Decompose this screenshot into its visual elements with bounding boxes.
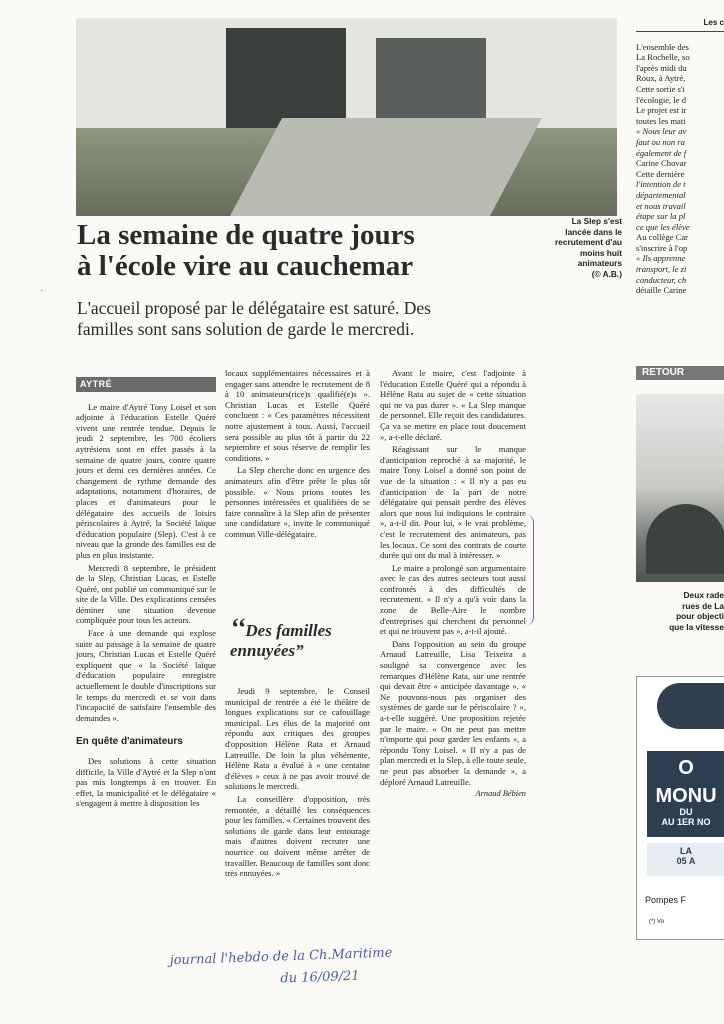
paragraph: Réagissant sur le manque d'anticipation reproché à sa majorité, le maire Tony Loisel a donné son point de vue de la situation : « Il n'y a pas eu d'anticipation de la part de notre délégataire qui pensait perdre des élèves alors que nous lui indiquions le contraire », a-t-il dit. Pour lui, « le vrai problème, c'est le recrutement des animateurs, pas les locaux. Ce sont des contrats de courte durée qui ont du mal à intéresser. »: [380, 444, 526, 561]
paragraph: La Slep cherche donc en urgence des animateurs afin d'être prête le plus tôt possible. « Nous prions toutes les personnes intéressées et qualifiées de se faire connaître à la Slep afin de présenter une candidature », invite le communiqué commun Ville-délégataire.: [225, 465, 370, 539]
paragraph: Face à une demande qui explose suite au passage à la semaine de quatre jours, Christian Lucas et Estelle Quéré expliquent que « la Société laïque d'éducation populaire enregistre actuellement le double d'inscriptions sur le temps du mercredi et se voit dans l'incapacité de satisfaire l'ensemble des demandes ».: [76, 628, 216, 723]
pull-quote-text: Des familles ennuyées: [230, 621, 332, 660]
headline-line: à l'école vire au cauchemar: [77, 250, 414, 282]
text-line: « Nous leur av: [636, 126, 687, 137]
caption-line: pour objecti: [676, 611, 724, 621]
advertisement: [636, 676, 724, 940]
subhead-line: L'accueil proposé par le délégataire est saturé. Des: [77, 298, 431, 318]
ad-text: LA: [680, 846, 692, 856]
caption-line: moins huit: [580, 247, 622, 258]
text-line: conducteur, ch: [636, 274, 687, 285]
column-2: [225, 368, 370, 542]
text-line: Cette dernière: [636, 168, 685, 179]
caption-line: recrutement d'au: [555, 237, 622, 248]
article-photo: [76, 18, 617, 216]
text-line: également de f: [636, 147, 687, 158]
text-line: Le projet est ir: [636, 105, 687, 116]
paragraph: Le maire d'Aytré Tony Loisel et son adjointe à l'éducation Estelle Quéré vivent une rentrée tendue. Depuis le jeudi 2 septembre, les 700 écoliers aytrésiens sont en effet passés à la semaine de quatre jours, contre quatre jours et demi ces dernières années. Ce changement de rythme demande des adaptations, notamment d'horaires, de places et d'animateurs pour le délégataire des accueils de loisirs périscolaires à Aytré, la Société laïque d'éducation populaire (Slep). C'est à ce niveau que la gronde des familles est de plus en plus insistante.: [76, 401, 216, 560]
text-line: l'écologie, le d: [636, 94, 686, 105]
handwritten-line: journal l'hebdo de la Ch.Maritime: [169, 945, 393, 969]
handwritten-note: [169, 938, 530, 995]
text-line: toutes les mati: [636, 115, 686, 126]
handwritten-line: du 16/09/21: [280, 968, 360, 987]
paragraph: locaux supplémentaires nécessaires et à engager sans attendre le recrutement de 8 à 10 animateurs(rice)s qualifié(e)s ». Christian Lucas et Estelle Quéré concluent : « Ces paramètres nécessitent notre ajustement à tous. Aussi, l'accueil sera possible au plus tôt à partir du 22 septembre et sous réserve de remplir les conditions. »: [225, 368, 370, 463]
column-1: [76, 377, 216, 811]
photo-caption: [518, 216, 622, 280]
text-line: La Rochelle, so: [636, 52, 690, 63]
paragraph: Dans l'opposition au sein du groupe Arnaud Latreuille, Lisa Teixeira a souligné sa convergence avec les remarques d'Hélène Rata, sur une rentrée qui devait être « anticipée davantage ». « Ne pouvons-nous pas organiser des systèmes de garde sur le périscolaire ? », a-t-elle suggéré. Une proposition rejetée par le maire. « On ne peut pas mettre n'importe qui pour garder les enfants », a répondu Tony Loisel. « Il n'y a pas de plan mercredi et la Slep, à elle toute seule, ne peut pas absorber la demande », a déploré Arnaud Latreuille.: [380, 638, 526, 787]
ad-date: [647, 843, 724, 876]
adjacent-caption: [636, 590, 724, 632]
ad-text: 05 A: [676, 856, 696, 866]
caption-line: La Slep s'est: [571, 216, 622, 226]
text-line: s'inscrire à l'op: [636, 242, 688, 253]
retour-banner: RETOUR: [636, 366, 724, 380]
quote-close-mark: ”: [295, 641, 304, 660]
headline: [77, 220, 517, 282]
text-line: Carine Chovar: [636, 158, 687, 169]
ad-footnote: (*) Vo: [649, 919, 665, 925]
text-line: transport, le zi: [636, 264, 687, 275]
text-line: l'intention de t: [636, 179, 686, 190]
adjacent-header: Les c: [636, 18, 724, 32]
handwritten-brace: [525, 514, 534, 626]
ad-text: AU 1ER NO: [661, 817, 711, 827]
paragraph: Jeudi 9 septembre, le Conseil municipal de rentrée a été le théâtre de longues explications sur ce cafouillage municipal. Les élus de la majorité ont répondu aux critiques des groupes d'opposition Hélène Rata et Arnaud Latreuille. De loin la plus véhémente, Hélène Rata a évalué à « une centaine d'élèves » ceux à ne pas avoir trouvé de solutions le mercredi.: [225, 686, 370, 792]
paragraph: Des solutions à cette situation difficile, la Ville d'Aytré et la Slep n'ont pas mis longtemps à en trouver. En effet, la municipalité et le délégataire « s'engagent à mettre à disposition les: [76, 756, 216, 809]
ad-name: Pompes F: [645, 895, 687, 905]
text-line: départemental: [636, 189, 686, 200]
text-line: L'ensemble des: [636, 41, 689, 52]
text-line: ce que les élève: [636, 221, 690, 232]
ad-text: DU: [679, 807, 693, 817]
paragraph: Le maire a prolongé son argumentaire avec le cas des autres secteurs tout aussi confrontés à des difficultés de recrutement. « Il n'y a qu'à voir dans la zone de Belle-Aire le nombre d'entreprises qui cherchent du personnel et qui ne trouvent pas », a-t-il ajouté.: [380, 562, 526, 637]
text-line: Cette sortie s'i: [636, 83, 685, 94]
quote-open-mark: ‘‘: [230, 613, 246, 642]
adjacent-photo: [636, 394, 724, 582]
paragraph: La conseillère d'opposition, très remontée, a détaillé les conséquences pour les familles. « Certaines trouvent des solutions de garde dans leur entourage mais d'autres doivent recruter une nourrice ou doivent même arrêter de travailler. Beaucoup de familles sont donc très ennuyées. »: [225, 793, 370, 879]
caption-line: Deux rade: [683, 590, 724, 600]
text-line: « Ils apprenne: [636, 253, 686, 264]
subhead-line: familles sont sans solution de garde le mercredi.: [77, 319, 415, 339]
text-line: Au collège Car: [636, 232, 689, 243]
text-line: faut ou non ra: [636, 136, 685, 147]
paragraph: Mercredi 8 septembre, le président de la Slep, Christian Lucas, et Estelle Quéré, ont publié un communiqué sur le site de la Ville. Des explications censées déminer une situation devenue compliquée pour tous les acteurs.: [76, 562, 216, 626]
caption-line: (© A.B.): [591, 268, 622, 279]
ad-logo-icon: [657, 683, 724, 729]
pull-quote: [230, 613, 370, 661]
caption-line: rues de La: [682, 600, 724, 611]
caption-line: animateurs: [577, 258, 622, 269]
text-line: détaille Carine: [636, 285, 687, 296]
author-byline: Arnaud Bébien: [475, 789, 526, 799]
ad-text: MONU: [655, 785, 717, 807]
column-3: [380, 368, 526, 800]
adjacent-article: [636, 18, 724, 296]
paragraph: Avant le maire, c'est l'adjointe à l'éducation Estelle Quéré qui a répondu à Hélène Rata au sujet de « cette situation qui ne va pas durer ». « La Slep manque de personnel. Elle reçoit des candidatures. Ça va se mettre en place tout doucement », a-t-elle déclaré.: [380, 368, 526, 442]
subheadline: [77, 298, 547, 340]
text-line: étape sur la pl: [636, 211, 686, 222]
caption-line: lancée dans le: [565, 226, 622, 237]
column-2-lower: [225, 686, 370, 881]
headline-line: La semaine de quatre jours: [77, 219, 415, 251]
margin-mark: ·: [40, 286, 44, 297]
ad-banner: [647, 751, 724, 837]
text-line: Roux, à Aytré,: [636, 73, 686, 84]
text-line: et nous travail: [636, 200, 686, 211]
location-kicker: AYTRÉ: [76, 377, 216, 392]
ad-text: O: [678, 757, 694, 779]
section-subtitle: En quête d'animateurs: [76, 736, 183, 748]
caption-line: que la vitesse: [669, 621, 724, 632]
text-line: l'après midi du: [636, 62, 687, 73]
